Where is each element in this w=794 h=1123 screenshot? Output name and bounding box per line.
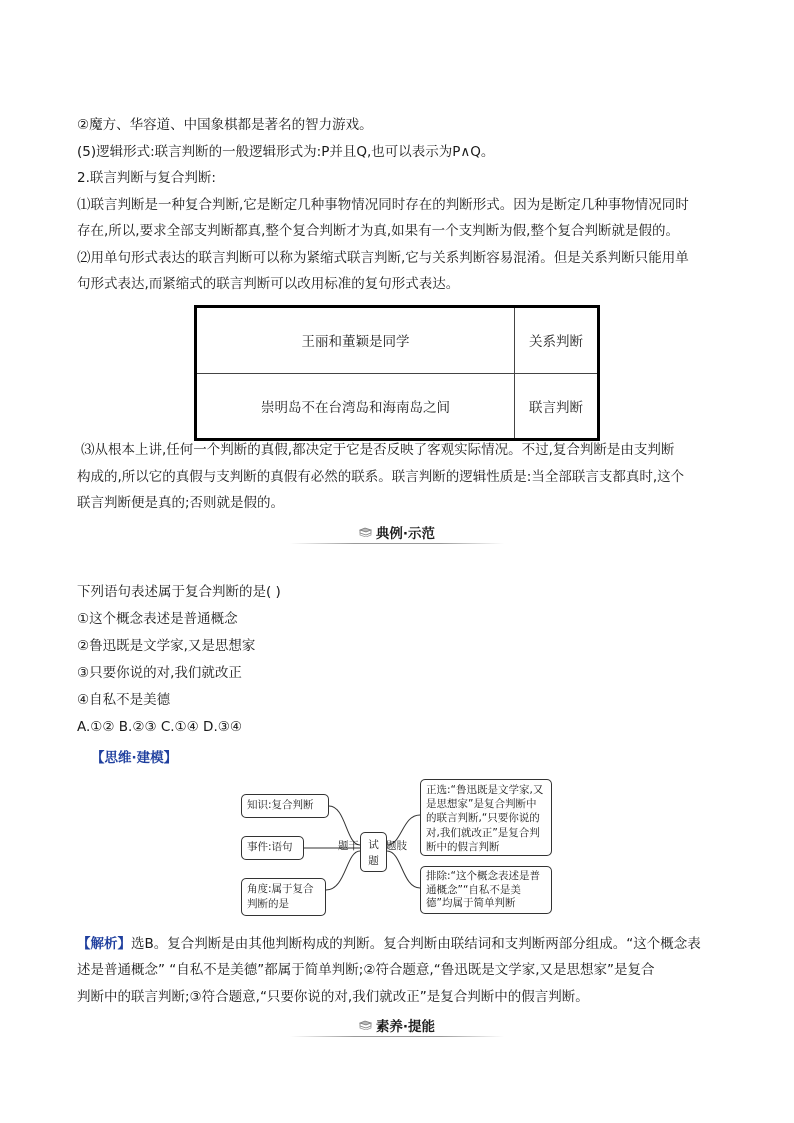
text-line: ⑴联言判断是一种复合判断,它是断定几种事物情况同时存在的判断形式。因为是断定几种事物情况同时 <box>77 197 689 213</box>
text-line: ⑵用单句形式表达的联言判断可以称为紧缩式联言判断,它与关系判断容易混淆。但是关系判断只能用单 <box>77 250 689 266</box>
mindmap-label-options: 题肢 <box>386 840 407 852</box>
analysis-label: 【解析】 <box>77 936 131 952</box>
mindmap-node-correct: 正选:“鲁迅既是文学家,又是思想家”是复合判断中的联言判断,“只要你说的对,我们就改正”是复合判断中的假言判断 <box>420 779 552 856</box>
text-line: ②魔方、华容道、中国象棋都是著名的智力游戏。 <box>77 117 373 133</box>
text-line: 句形式表达,而紧缩式的联言判断可以改用标准的复句形式表达。 <box>77 276 460 292</box>
section-title-examples <box>290 522 504 544</box>
table-cell-sentence: 王丽和董颖是同学 <box>196 307 515 374</box>
book-icon <box>359 1020 372 1030</box>
text-line: 联言判断便是真的;否则就是假的。 <box>77 495 285 511</box>
table-cell-sentence: 崇明岛不在台湾岛和海南岛之间 <box>196 373 515 440</box>
mindmap-node-center: 试题 <box>360 832 387 872</box>
text-line: ⑶从根本上讲,任何一个判断的真假,都决定于它是否反映了客观实际情况。不过,复合判断是由支判断 <box>81 442 675 458</box>
mindmap-node-event: 事件:语句 <box>241 836 304 860</box>
question-item: ④自私不是美德 <box>77 692 171 708</box>
analysis-line: 述是普通概念” “自私不是美德”都属于简单判断;②符合题意,“鲁迅既是文学家,又是思想家”是复合 <box>77 962 655 978</box>
section-title-text: 素养·提能 <box>375 1019 436 1035</box>
table-cell-type: 关系判断 <box>515 307 599 374</box>
analysis-line: 【解析】选B。复合判断是由其他判断构成的判断。复合判断由联结词和支判断两部分组成。“这个概念表 <box>77 936 701 952</box>
table-row <box>196 373 599 440</box>
comparison-table <box>194 305 600 441</box>
table-row <box>196 307 599 374</box>
text-line: (5)逻辑形式:联言判断的一般逻辑形式为:P并且Q,也可以表示为P∧Q。 <box>77 144 495 160</box>
answer-options: A.①② B.②③ C.①④ D.③④ <box>77 719 242 735</box>
section-heading: 2.联言判断与复合判断: <box>77 170 216 186</box>
mindmap-node-knowledge: 知识:复合判断 <box>241 794 329 818</box>
question-stem: 下列语句表述属于复合判断的是( ) <box>77 584 281 600</box>
text-line: 存在,所以,要求全部支判断都真,整个复合判断才为真,如果有一个支判断为假,整个复合判断就是假的。 <box>77 223 679 239</box>
question-item: ③只要你说的对,我们就改正 <box>77 665 242 681</box>
model-tag: 【思维·建模】 <box>91 750 178 766</box>
mindmap-node-exclude: 排除:“这个概念表述是普通概念”“自私不是美德”均属于简单判断 <box>420 866 552 914</box>
section-title-text: 典例·示范 <box>375 526 436 542</box>
table-cell-type: 联言判断 <box>515 373 599 440</box>
question-item: ①这个概念表述是普通概念 <box>77 611 238 627</box>
mindmap-label-stem: 题干 <box>338 840 359 852</box>
question-item: ②鲁迅既是文学家,又是思想家 <box>77 638 256 654</box>
text-line: 构成的,所以它的真假与支判断的真假有必然的联系。联言判断的逻辑性质是:当全部联言支都真时,这个 <box>77 469 685 485</box>
section-title-improve <box>290 1015 504 1037</box>
mindmap-node-angle: 角度:属于复合判断的是 <box>241 878 326 916</box>
book-icon <box>359 527 372 537</box>
analysis-line: 判断中的联言判断;③符合题意,“只要你说的对,我们就改正”是复合判断中的假言判断。 <box>77 989 589 1005</box>
